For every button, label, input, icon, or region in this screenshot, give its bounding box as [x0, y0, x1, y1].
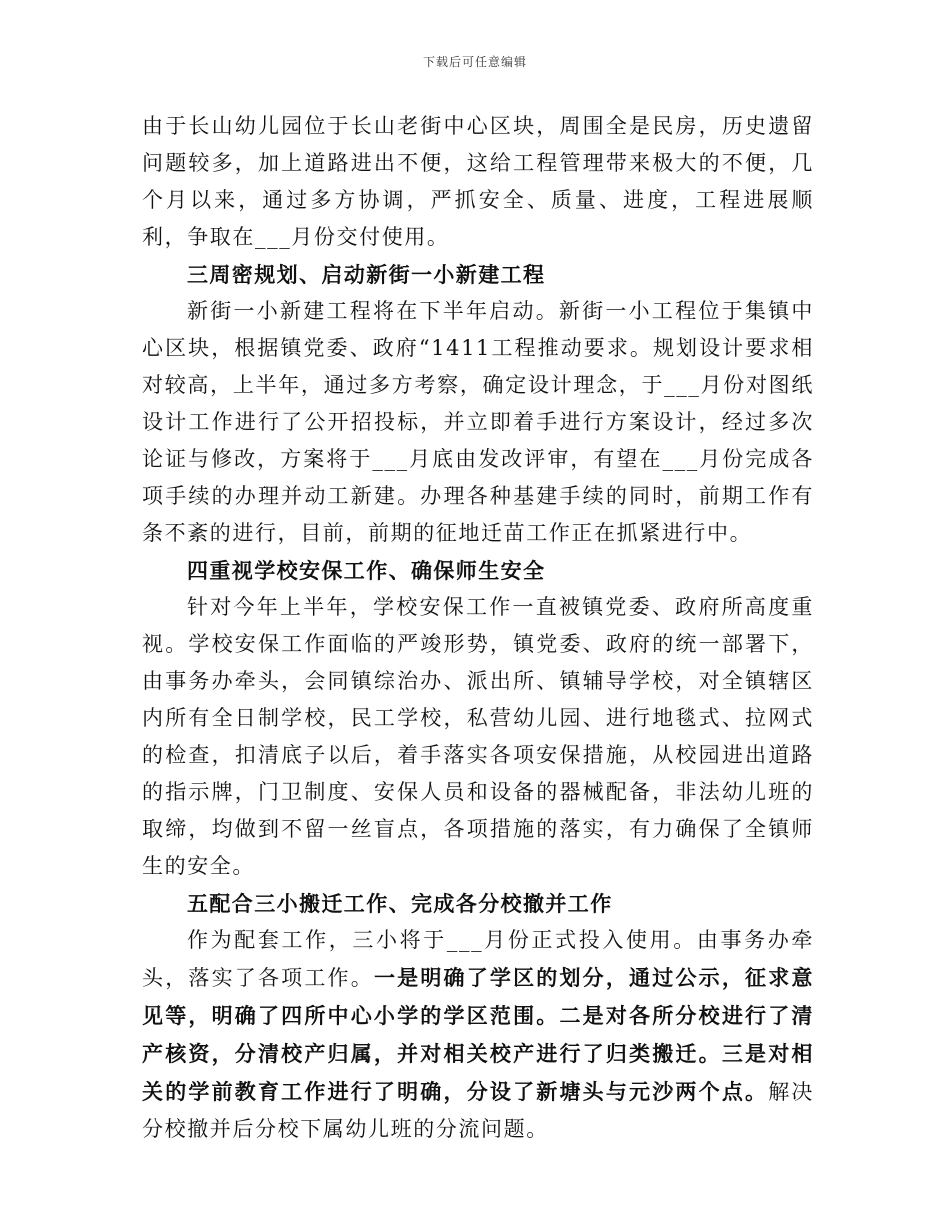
section-heading-5: 五配合三小搬迁工作、完成各分校撤并工作 — [187, 891, 613, 916]
paragraph-kindergarten: 由于长山幼儿园位于长山老街中心区块，周围全是民房，历史遗留问题较多，加上道路进出不便，这给工程管理带来极大的不便，几个月以来，通过多方协调，严抓安全、质量、进度，工程进展顺利，争取在___月份交付使用。 — [142, 114, 814, 249]
paragraph-new-school: 新街一小新建工程将在下半年启动。新街一小工程位于集镇中心区块，根据镇党委、政府“1411工程推动要求。规划设计要求相对较高，上半年，通过多方考察，确定设计理念，于___月份对图纸设计工作进行了公开招投标，并立即着手进行方案设计，经过多次论证与修改，方案将于___月底由发改评审，有望在___月份完成各项手续的办理并动工新建。办理各种基建手续的同时，前期工作有条不紊的进行，目前，前期的征地迁苗工作正在抓紧进行中。 — [142, 299, 814, 545]
page-header: 下载后可任意编辑 — [422, 55, 527, 69]
section-heading-4: 四重视学校安保工作、确保师生安全 — [187, 558, 546, 583]
section-heading-3: 三周密规划、启动新街一小新建工程 — [187, 262, 546, 287]
paragraph-relocation-end: 解决分校撤并后分校下属幼儿班的分流问题。 — [142, 1080, 814, 1141]
paragraph-relocation — [142, 922, 814, 1148]
paragraph-relocation-intro: 作为配套工作，三小将于___月份正式投入使用。由事务办牵头，落实了各项工作。 — [142, 928, 814, 990]
document-body — [142, 108, 814, 1148]
paragraph-relocation-bold: 一是明确了学区的划分，通过公示，征求意见等，明确了四所中心小学的学区范围。二是对各所分校进行了清产核资，分清校产归属，并对相关校产进行了归类搬迁。三是对相关的学前教育工作进行了明确，分设了新塘头与元沙两个点。 — [142, 965, 815, 1104]
paragraph-safety: 针对今年上半年，学校安保工作一直被镇党委、政府所高度重视。学校安保工作面临的严竣形势，镇党委、政府的统一部署下，由事务办牵头，会同镇综治办、派出所、镇辅导学校，对全镇辖区内所有全日制学校，民工学校，私营幼儿园、进行地毯式、拉网式的检查，扣清底子以后，着手落实各项安保措施，从校园进出道路的指示牌，门卫制度、安保人员和设备的器械配备，非法幼儿班的取缔，均做到不留一丝盲点，各项措施的落实，有力确保了全镇师生的安全。 — [142, 595, 814, 878]
